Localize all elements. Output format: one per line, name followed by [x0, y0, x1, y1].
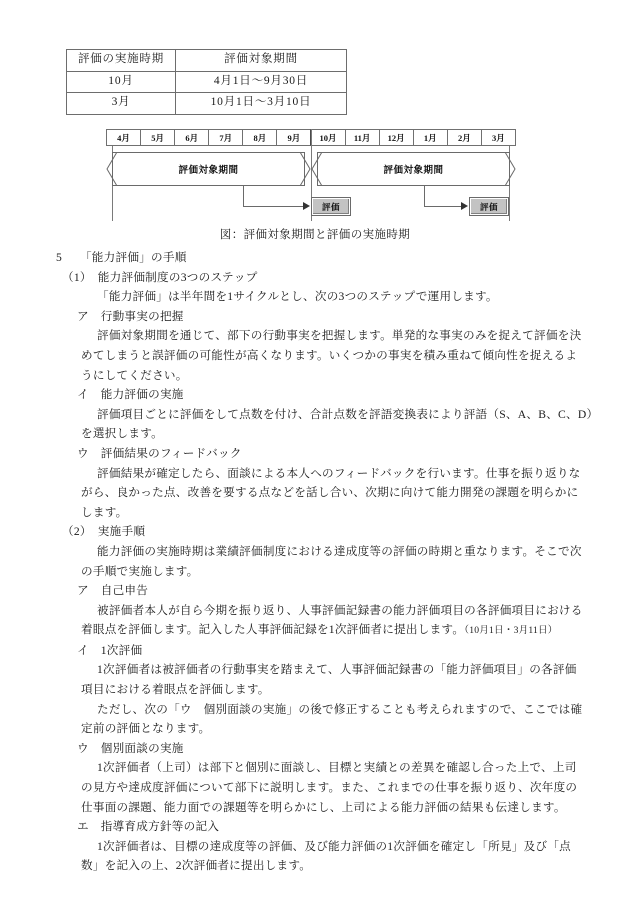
month-cell: 3月 — [481, 129, 516, 146]
table-cell-timing: 3月 — [67, 93, 176, 115]
table-cell-period: 4月1日〜9月30日 — [176, 71, 347, 93]
procedure-a-date-note: （10月1日・3月11日） — [464, 625, 558, 637]
step-c-paragraph-line: 評価結果が確定したら、面談による本人へのフィードバックを行います。仕事を振り返りな — [97, 466, 581, 480]
schedule-table — [66, 49, 347, 115]
month-cell: 7月 — [208, 129, 242, 146]
subsection-2-title: 実施手順 — [97, 525, 146, 539]
month-cell: 5月 — [140, 129, 174, 146]
subsection-2-heading — [62, 522, 630, 542]
procedure-b-paragraph-line: 項目における着眼点を評価します。 — [81, 683, 270, 697]
table-header-timing: 評価の実施時期 — [67, 50, 176, 72]
step-b-title: 能力評価の実施 — [100, 388, 184, 402]
period-span-second — [311, 152, 516, 192]
eval-box-second: 評価 — [470, 198, 508, 215]
step-a-paragraph-line: うにしてください。 — [81, 368, 188, 382]
procedure-a-title: 自己申告 — [100, 584, 149, 598]
procedure-c-paragraph-line: 1次評価者（上司）は部下と個別に面談し、目標と実績との差異を確認し合った上で、上司 — [97, 761, 577, 775]
connector-arrowhead-icon — [461, 202, 468, 210]
section-number: 5 — [56, 251, 63, 264]
connector-horizontal — [243, 206, 304, 207]
month-cell: 12月 — [379, 129, 413, 146]
timeline-body — [106, 146, 516, 221]
procedure-c-paragraph-line: 仕事面の課題、能力面での課題等を明らかにし、上司による能力評価の結果も伝達します。 — [81, 800, 566, 814]
month-cell: 9月 — [276, 129, 310, 146]
span-top-line — [112, 152, 305, 153]
procedure-b-paragraph-line: ただし、次の「ウ 個別面談の実施」の後で修正することも考えられますので、ここでは確 — [97, 702, 583, 716]
table-header-period: 評価対象期間 — [176, 50, 347, 72]
month-cell: 8月 — [242, 129, 276, 146]
subsection-1-label: （1） — [62, 270, 86, 284]
step-b-label: イ — [77, 388, 89, 402]
step-b-paragraph-line: 評価項目ごとに評価をして点数を付け、合計点数を評語変換表により評語（S、A、B、C、D） — [97, 407, 599, 421]
table-row — [67, 71, 347, 93]
document-body — [0, 248, 630, 876]
procedure-a-paragraph-line — [81, 620, 630, 641]
procedure-c-paragraph-line: の見方や達成度評価について部下に説明します。また、これまでの仕事を振り返り、次年度の — [81, 781, 578, 795]
connector-vertical — [243, 185, 244, 206]
period-span-first — [106, 152, 311, 192]
table-row — [67, 93, 347, 115]
procedure-d-heading — [77, 817, 630, 837]
span-bottom-line — [317, 185, 510, 186]
connector-vertical — [424, 185, 425, 206]
span-top-line — [317, 152, 510, 153]
section-heading — [56, 248, 630, 268]
procedure-b-heading — [77, 641, 630, 661]
step-c-paragraph-line: がら、良かった点、改善を要する点などを話し合い、次期に向けて能力開発の課題を明らかに — [81, 486, 579, 500]
procedure-b-label: イ — [77, 643, 89, 657]
connector-arrowhead-icon — [303, 202, 310, 210]
step-a-title: 行動事実の把握 — [100, 309, 184, 323]
procedure-d-label: エ — [77, 820, 89, 834]
period-label-first: 評価対象期間 — [178, 166, 239, 176]
table-cell-timing: 10月 — [67, 71, 176, 93]
table-cell-period: 10月1日〜3月10日 — [176, 93, 347, 115]
subsection-1-heading — [62, 268, 630, 288]
procedure-a-text: 着眼点を評価します。記入した人事評価記録を1次評価者に提出します。 — [81, 623, 465, 637]
span-bottom-line — [112, 185, 305, 186]
schedule-table-container — [66, 49, 347, 115]
procedure-d-title: 指導育成方針等の記入 — [100, 820, 220, 834]
procedure-b-paragraph-line: 定前の評価となります。 — [81, 722, 211, 736]
subsection-2-paragraph-line: の手順で実施します。 — [81, 564, 199, 578]
month-cell: 4月 — [106, 129, 140, 146]
month-cell: 11月 — [345, 129, 379, 146]
procedure-d-paragraph-line: 数」を記入の上、2次評価者に提出します。 — [81, 859, 312, 873]
table-header-row — [67, 50, 347, 72]
subsection-2-label: （2） — [62, 525, 86, 539]
step-a-heading — [77, 307, 630, 327]
step-c-label: ウ — [77, 446, 89, 460]
procedure-c-heading — [77, 739, 630, 759]
procedure-d-paragraph-line: 1次評価者は、目標の達成度等の評価、及び能力評価の1次評価を確定し「所見」及び「点 — [97, 839, 572, 853]
timeline-diagram — [106, 129, 516, 221]
step-a-paragraph-line: めてしまうと誤評価の可能性が高くなります。いくつかの事実を積み重ねて傾向性を捉えるよ — [81, 348, 578, 362]
subsection-1-intro: 「能力評価」は半年間を1サイクルとし、次の3つのステップで運用します。 — [97, 290, 498, 304]
step-c-title: 評価結果のフィードバック — [100, 446, 242, 460]
procedure-b-title: 1次評価 — [100, 643, 143, 657]
step-c-heading — [77, 444, 630, 464]
connector-horizontal — [424, 206, 462, 207]
procedure-b-paragraph-line: 1次評価者は被評価者の行動事実を踏まえて、人事評価記録書の「能力評価項目」の各評価 — [97, 663, 577, 677]
month-cell: 2月 — [447, 129, 481, 146]
step-b-heading — [77, 385, 630, 405]
step-a-paragraph-line: 評価対象期間を通じて、部下の行動事実を把握します。単発的な事実のみを捉えて評価を決 — [97, 329, 582, 343]
section-title: 「能力評価」の手順 — [85, 251, 187, 264]
subsection-2-paragraph-line: 能力評価の実施時期は業績評価制度における達成度等の評価の時期と重なります。そこで次 — [97, 544, 582, 558]
step-c-paragraph-line: します。 — [81, 505, 128, 519]
figure-caption: 図：評価対象期間と評価の実施時期 — [219, 229, 411, 241]
subsection-1-title: 能力評価制度の3つのステップ — [97, 270, 258, 284]
procedure-a-heading — [77, 581, 630, 601]
step-b-paragraph-line: を選択します。 — [81, 427, 163, 441]
month-cell: 10月 — [310, 129, 344, 146]
period-label-second: 評価対象期間 — [383, 166, 444, 176]
month-cell: 6月 — [174, 129, 208, 146]
procedure-c-label: ウ — [77, 741, 89, 755]
procedure-c-title: 個別面談の実施 — [100, 741, 184, 755]
eval-box-first: 評価 — [312, 198, 350, 215]
procedure-a-label: ア — [77, 584, 89, 598]
procedure-a-paragraph-line: 被評価者本人が自ら今期を振り返り、人事評価記録書の能力評価項目の各評価項目における — [97, 603, 583, 617]
month-cell: 1月 — [413, 129, 447, 146]
step-a-label: ア — [77, 309, 89, 323]
